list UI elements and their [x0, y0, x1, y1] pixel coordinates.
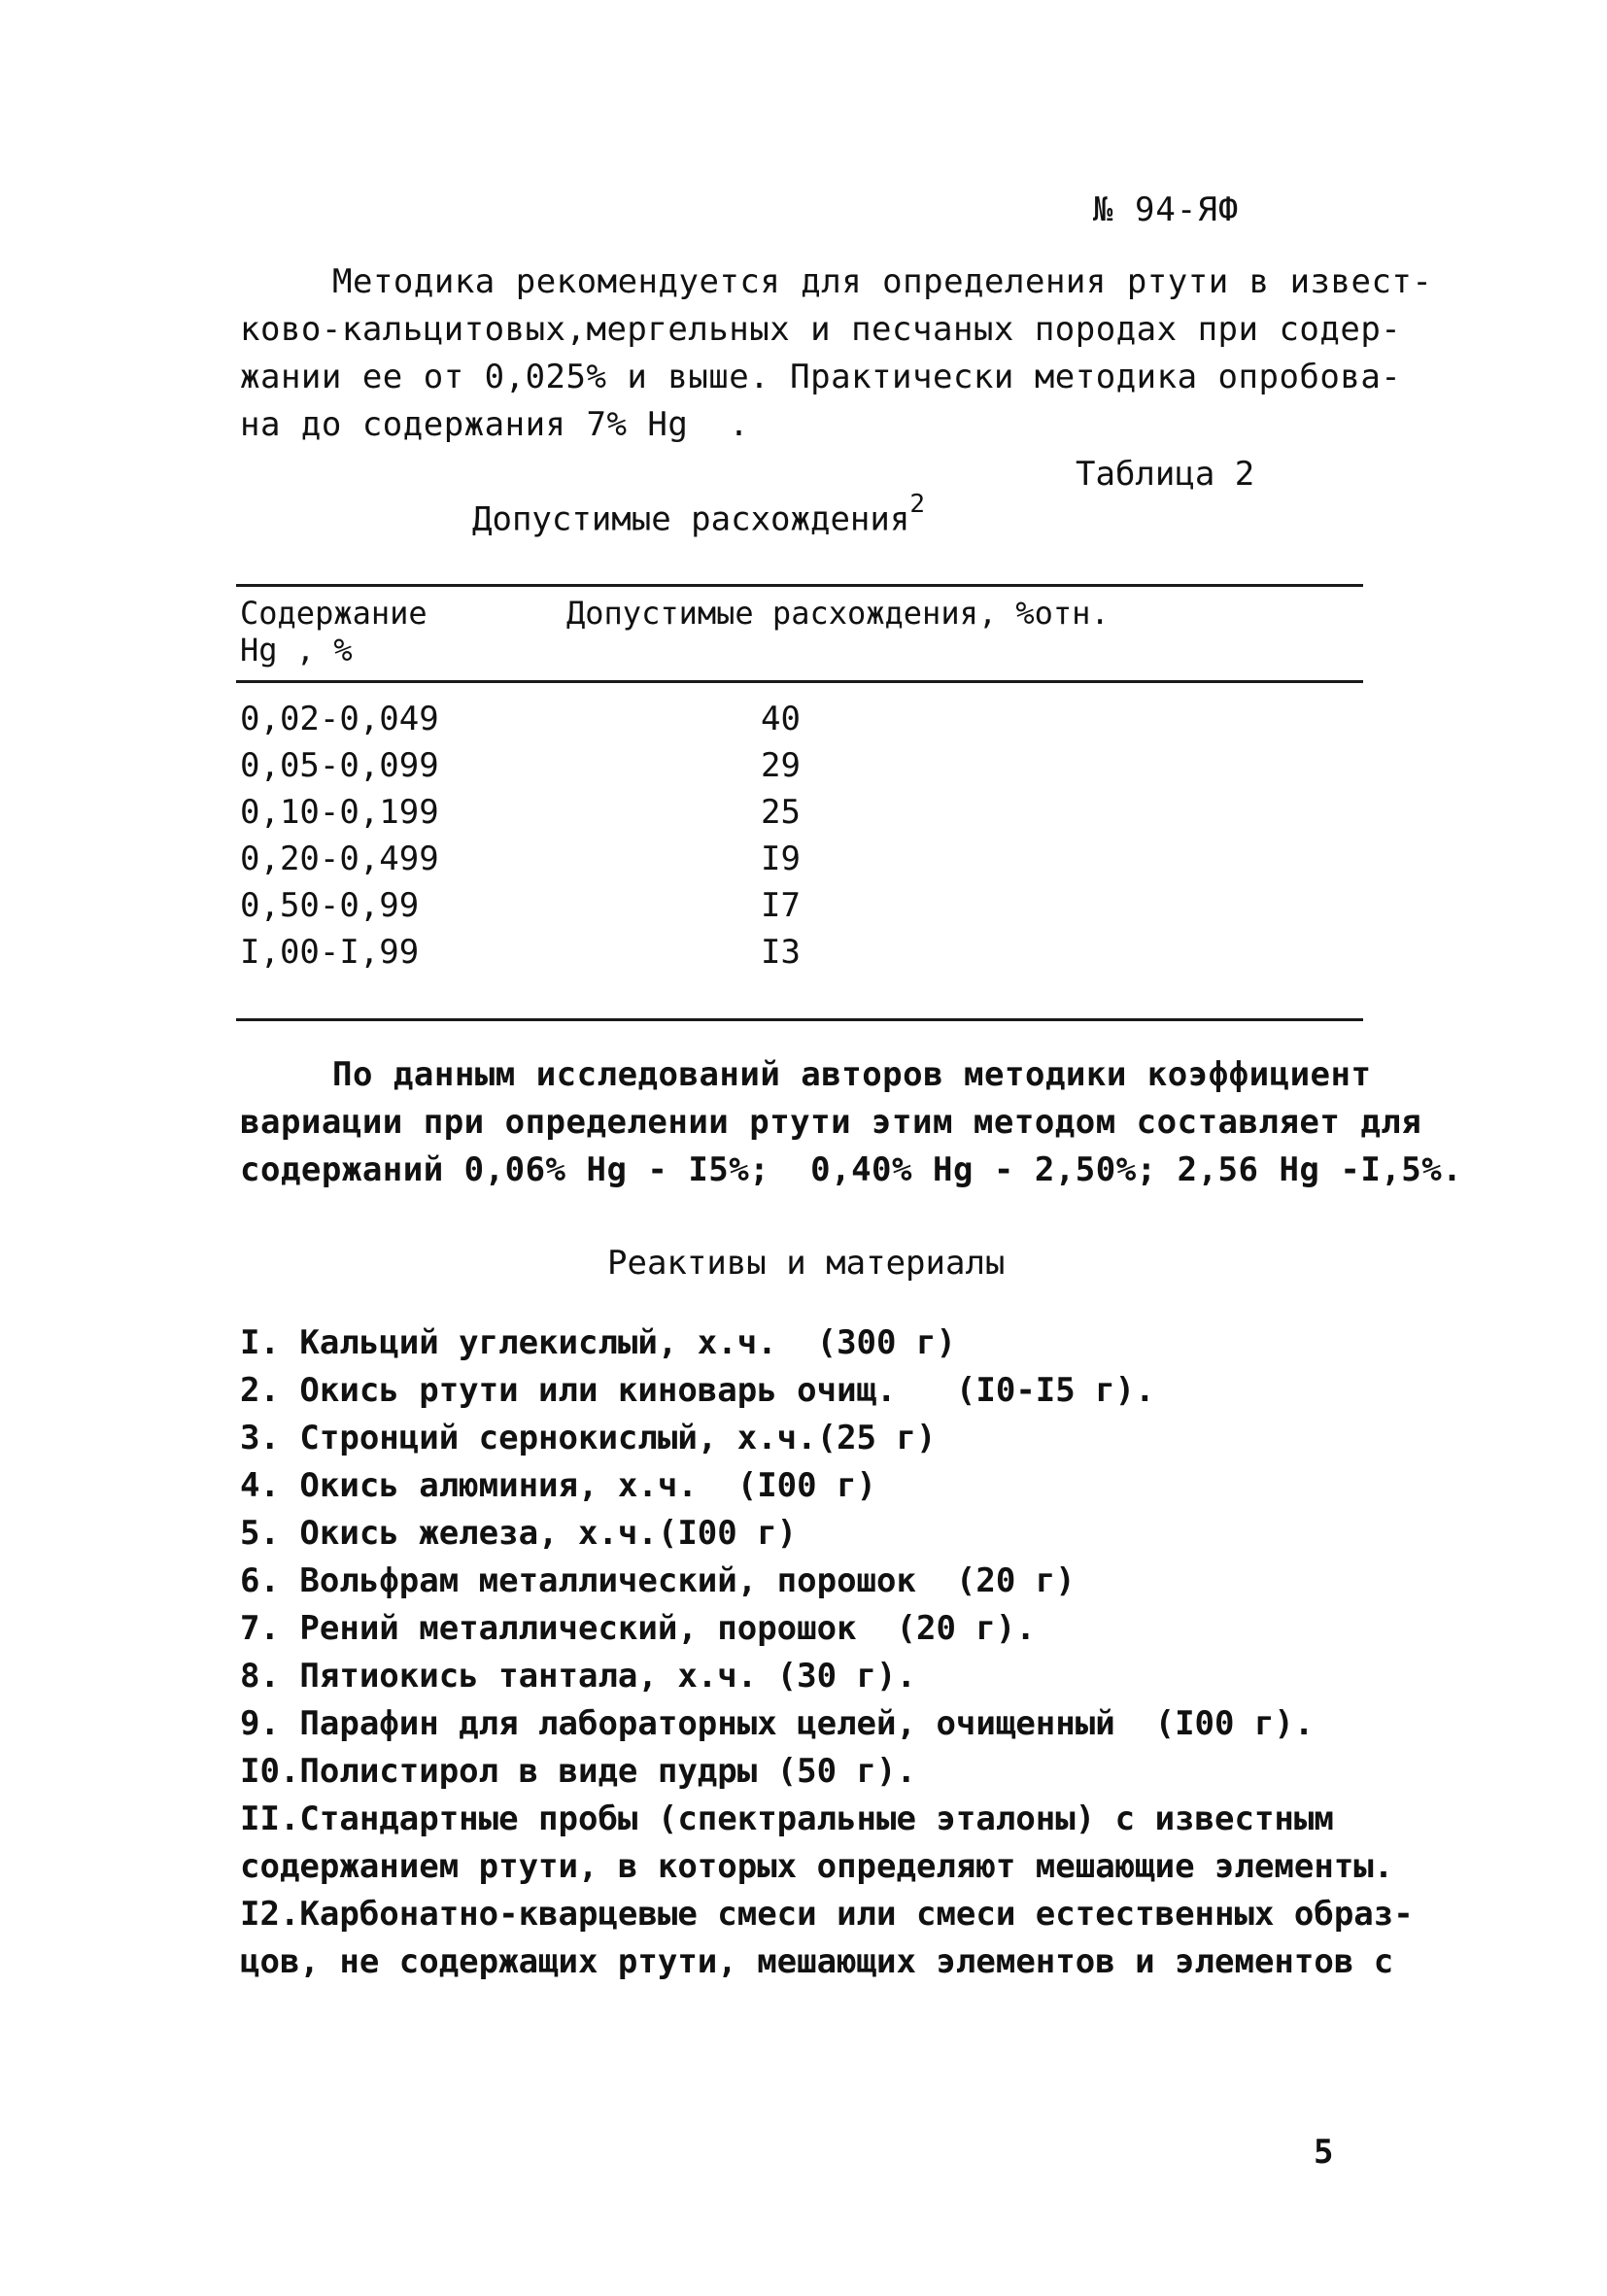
reagents-list	[240, 1319, 1414, 1986]
table-cell-value: I9	[761, 840, 801, 878]
table-cell-value: 29	[761, 746, 801, 785]
table-cell-value: I7	[761, 886, 801, 925]
table-header-content-line2: Hg , %	[240, 632, 353, 668]
table-header-difference: Допустимые расхождения, %отн.	[566, 595, 1110, 632]
table-row	[240, 840, 1367, 886]
table-top-rule	[236, 584, 1363, 587]
table-title-text: Допустимые расхождения	[472, 499, 910, 539]
variation-line: По данным исследований авторов методики коэффициент	[332, 1055, 1372, 1094]
table-row	[240, 700, 1367, 746]
variation-paragraph	[240, 1051, 1463, 1194]
table-cell-value: 40	[761, 700, 801, 738]
intro-paragraph	[240, 258, 1433, 449]
reagent-item: 3. Стронций сернокислый, х.ч.(25 г)	[240, 1419, 937, 1457]
table-header-content	[240, 595, 483, 668]
table-cell-value: I3	[761, 933, 801, 972]
reagent-item: содержанием ртути, в которых определяют мешающие элементы.	[240, 1847, 1394, 1886]
table-bottom-rule	[236, 1018, 1363, 1021]
intro-line: на до содержания 7% Hg .	[240, 405, 750, 444]
reagent-item: I0.Полистирол в виде пудры (50 г).	[240, 1752, 916, 1791]
table-header-rule	[236, 680, 1363, 683]
reagent-item: цов, не содержащих ртути, мешающих элементов и элементов с	[240, 1942, 1394, 1981]
table-cell-range: I,00-I,99	[240, 933, 420, 972]
document-number: № 94-ЯФ	[1093, 190, 1240, 229]
reagent-item: 4. Окись алюминия, х.ч. (I00 г)	[240, 1466, 877, 1505]
page-number: 5	[1314, 2133, 1334, 2172]
table-row	[240, 933, 1367, 979]
table-title	[472, 490, 925, 539]
reagent-item: 5. Окись железа, х.ч.(I00 г)	[240, 1514, 798, 1553]
table-row	[240, 746, 1367, 793]
reagent-item: 7. Рений металлический, порошок (20 г).	[240, 1609, 1036, 1648]
reagent-item: I2.Карбонатно-кварцевые смеси или смеси естественных образ-	[240, 1895, 1414, 1934]
reagent-item: I. Кальций углекислый, х.ч. (300 г)	[240, 1323, 956, 1362]
reagent-item: II.Стандартные пробы (спектральные эталоны) с известным	[240, 1799, 1334, 1838]
intro-line: ково-кальцитовых,мергельных и песчаных породах при содер-	[240, 310, 1402, 349]
reagents-heading: Реактивы и материалы	[607, 1244, 1006, 1283]
reagent-item: 2. Окись ртути или киноварь очищ. (I0-I5 г).	[240, 1371, 1155, 1410]
table-title-footnote: 2	[909, 490, 925, 519]
table-cell-range: 0,50-0,99	[240, 886, 420, 925]
table-cell-range: 0,20-0,499	[240, 840, 439, 878]
variation-line: вариации при определении ртути этим методом составляет для	[240, 1103, 1422, 1142]
table-row	[240, 793, 1367, 840]
reagent-item: 9. Парафин для лабораторных целей, очищенный (I00 г).	[240, 1704, 1315, 1743]
reagent-item: 8. Пятиокись тантала, х.ч. (30 г).	[240, 1657, 916, 1696]
table-header-content-line1: Содержание	[240, 595, 427, 632]
variation-line: содержаний 0,06% Hg - I5%; 0,40% Hg - 2,50%; 2,56 Hg -I,5%.	[240, 1150, 1463, 1189]
table-label: Таблица 2	[1076, 455, 1255, 494]
reagent-item: 6. Вольфрам металлический, порошок (20 г)	[240, 1561, 1076, 1600]
table-cell-range: 0,05-0,099	[240, 746, 439, 785]
table-cell-value: 25	[761, 793, 801, 832]
table-cell-range: 0,10-0,199	[240, 793, 439, 832]
intro-line: Методика рекомендуется для определения ртути в извест-	[332, 262, 1433, 301]
table-row	[240, 886, 1367, 933]
table-cell-range: 0,02-0,049	[240, 700, 439, 738]
intro-line: жании ее от 0,025% и выше. Практически методика опробова-	[240, 358, 1402, 396]
